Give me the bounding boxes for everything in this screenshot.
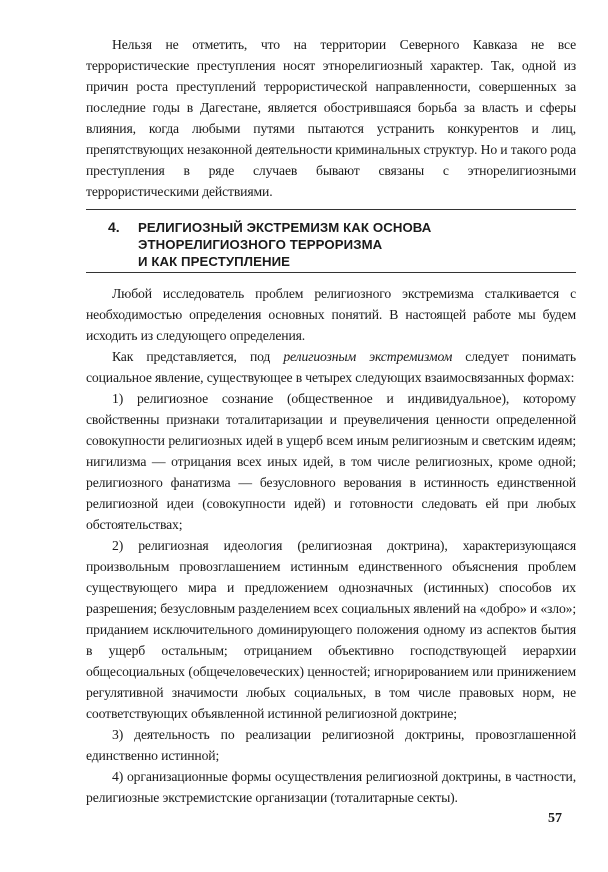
section-heading [86, 209, 576, 273]
definition-paragraph [86, 346, 576, 388]
intro-paragraph: Нельзя не отметить, что на территории Северного Кавказа не все террористические преступления носят этнорелигиозный характер. Так, одной из причин роста преступлений террористической направленности, совершенных за последние годы в Дагестане, является обострившаяся борьба за власть и сферы влияния, когда любыми путями пытаются устранить конкурентов и лиц, препятствующих незаконной деятельности криминальных структур. Но и такого рода преступления в ряде случаев бывают связаны с этнорелигиозными террористическими действиями. [86, 37, 576, 199]
intro-text-block [86, 34, 576, 202]
section-body [86, 283, 576, 808]
section-title-line: РЕЛИГИОЗНЫЙ ЭКСТРЕМИЗМ КАК ОСНОВА [138, 220, 432, 235]
section-number: 4. [108, 219, 120, 235]
heading-bottom-rule [86, 272, 576, 273]
section-title-line: И КАК ПРЕСТУПЛЕНИЕ [138, 254, 291, 269]
list-item: 1) религиозное сознание (общественное и индивидуальное), которому свойственны признаки тоталитаризации и преувеличения ценности определенной совокупности религиозных идей в ущерб всем иным религиозным и светским идеям; нигилизма — отрицания всех иных идей, в том числе религиозных, кроме одной; религиозного фанатизма — безусловного верования в истинность единственной религиозной идеи (совокупности идей) и готовности следовать ей при любых обстоятельствах; [86, 391, 576, 532]
heading-top-rule [86, 209, 576, 210]
definition-rest: следует понимать социальное явление, существующее в четырех следующих взаимосвязанных формах: [86, 349, 576, 385]
list-item: 2) религиозная идеология (религиозная доктрина), характеризующаяся произвольным провозглашением истинным единственного объяснения проблем существующего мира и предложением однозначных (истинных) способов их разрешения; безусловным разделением всех социальных явлений на «добро» и «зло»; приданием исключительного доминирующего положения одному из аспектов бытия в ущерб остальным; отрицанием объективно господствующей иерархии общесоциальных (общечеловеческих) ценностей; игнорированием или принижением регулятивной значимости любых социальных, в том числе правовых норм, не соответствующих объявленной истинной религиозной доктрине; [86, 538, 576, 721]
list-item: 4) организационные формы осуществления религиозной доктрины, в частности, религиозные экстремистские организации (тоталитарные секты). [86, 769, 576, 805]
definition-lead: Как представляется, под [112, 349, 284, 364]
list-item: 3) деятельность по реализации религиозной доктрины, провозглашенной единственно истинной; [86, 727, 576, 763]
paragraph: Любой исследователь проблем религиозного экстремизма сталкивается с необходимостью определения основных понятий. В настоящей работе мы будем исходить из следующего определения. [86, 286, 576, 343]
page-number: 57 [548, 811, 562, 826]
definition-term: религиозным экстремизмом [283, 349, 453, 364]
section-title [138, 219, 558, 270]
section-title-line: ЭТНОРЕЛИГИОЗНОГО ТЕРРОРИЗМА [138, 237, 383, 252]
